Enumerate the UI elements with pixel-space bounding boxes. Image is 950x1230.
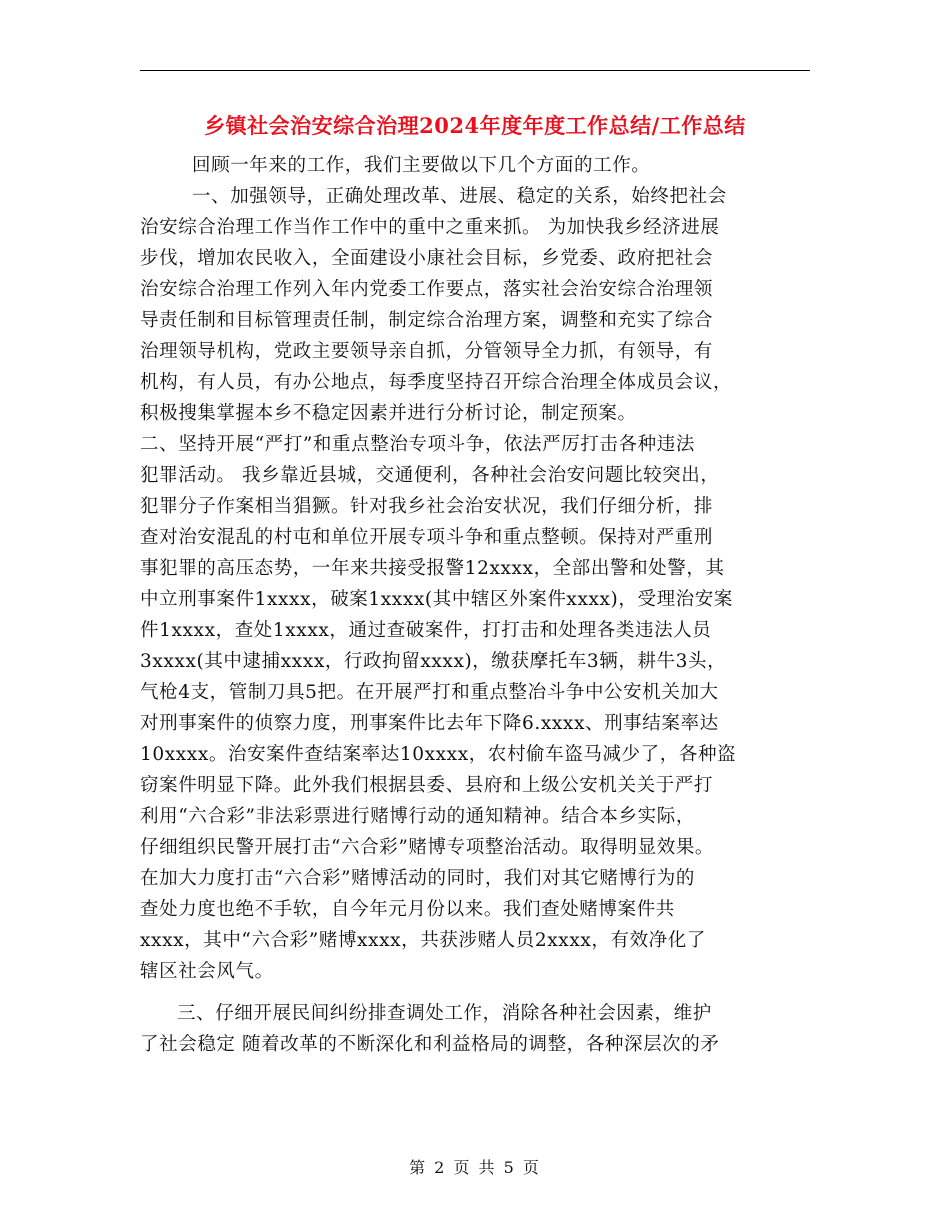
body-line: 回顾一年来的工作，我们主要做以下几个方面的工作。: [192, 155, 651, 176]
body-line: 事犯罪的高压态势，一年来共接受报警12xxxx，全部出警和处警，其: [140, 558, 725, 579]
body-line: 犯罪分子作案相当猖獗。针对我乡社会治安状况，我们仔细分析，排: [140, 496, 714, 517]
body-line: 犯罪活动。 我乡靠近县城，交通便利，各种社会治安问题比较突出，: [140, 465, 720, 486]
document-title: 乡镇社会治安综合治理2024年度年度工作总结/工作总结: [204, 113, 746, 138]
footer-suffix: 页: [522, 1158, 541, 1177]
body-line: 治安综合治理工作列入年内党委工作要点，落实社会治安综合治理领: [140, 279, 714, 300]
body-line: 利用“六合彩”非法彩票进行赌博行动的通知精神。结合本乡实际，: [140, 806, 695, 827]
page-footer: [0, 1155, 950, 1178]
body-line: 3xxxx(其中逮捕xxxx，行政拘留xxxx)，缴获摩托车3辆，耕牛3头，: [140, 651, 727, 672]
body-line: xxxx，其中“六合彩”赌博xxxx，共获涉赌人员2xxxx，有效净化了: [140, 930, 706, 951]
body-line: 机构，有人员，有办公地点，每季度坚持召开综合治理全体成员会议，: [140, 372, 733, 393]
document-body: [140, 150, 820, 1060]
body-line: 对刑事案件的侦察力度，刑事案件比去年下降6.xxxx、刑事结案率达: [140, 713, 719, 734]
body-line: 一、加强领导，正确处理改革、进展、稳定的关系，始终把社会: [192, 186, 727, 207]
body-line: 步伐，增加农民收入，全面建设小康社会目标，乡党委、政府把社会: [140, 248, 714, 269]
body-line: 治安综合治理工作当作工作中的重中之重来抓。 为加快我乡经济进展: [140, 217, 720, 238]
footer-page-number: 2: [434, 1158, 447, 1177]
body-line: 在加大力度打击“六合彩”赌博活动的同时，我们对其它赌博行为的: [140, 868, 695, 889]
body-line: 三、仔细开展民间纠纷排查调处工作，消除各种社会因素，维护: [177, 1003, 712, 1024]
body-line: 查对治安混乱的村屯和单位开展专项斗争和重点整顿。保持对严重刑: [140, 527, 714, 548]
body-line: 查处力度也绝不手软，自今年元月份以来。我们查处赌博案件共: [140, 899, 675, 920]
body-line: 积极搜集掌握本乡不稳定因素并进行分析讨论，制定预案。: [140, 403, 637, 424]
body-line: 了社会稳定 随着改革的不断深化和利益格局的调整，各种深层次的矛: [140, 1034, 720, 1055]
footer-middle: 页 共: [453, 1158, 497, 1177]
body-line: 辖区社会风气。: [140, 961, 274, 982]
body-line: 窃案件明显下降。此外我们根据县委、县府和上级公安机关关于严打: [140, 775, 714, 796]
body-line: 件1xxxx，查处1xxxx，通过查破案件，打打击和处理各类违法人员: [140, 620, 712, 641]
body-line: 导责任制和目标管理责任制，制定综合治理方案，调整和充实了综合: [140, 310, 714, 331]
body-line: 气枪4支，管制刀具5把。在开展严打和重点整冶斗争中公安机关加大: [140, 682, 719, 703]
footer-total-pages: 5: [503, 1158, 516, 1177]
body-line: 10xxxx。治安案件查结案率达10xxxx，农村偷车盗马减少了，各种盗: [140, 744, 737, 765]
body-line: 治理领导机构，党政主要领导亲自抓，分管领导全力抓，有领导，有: [140, 341, 714, 362]
footer-prefix: 第: [409, 1158, 428, 1177]
body-line: 仔细组织民警开展打击“六合彩”赌博专项整治活动。取得明显效果。: [140, 837, 715, 858]
body-line: 二、坚持开展“严打”和重点整治专项斗争，依法严厉打击各种违法: [140, 434, 695, 455]
header-rule: [140, 70, 810, 71]
body-line: 中立刑事案件1xxxx，破案1xxxx(其中辖区外案件xxxx)，受理治安案: [140, 589, 733, 610]
